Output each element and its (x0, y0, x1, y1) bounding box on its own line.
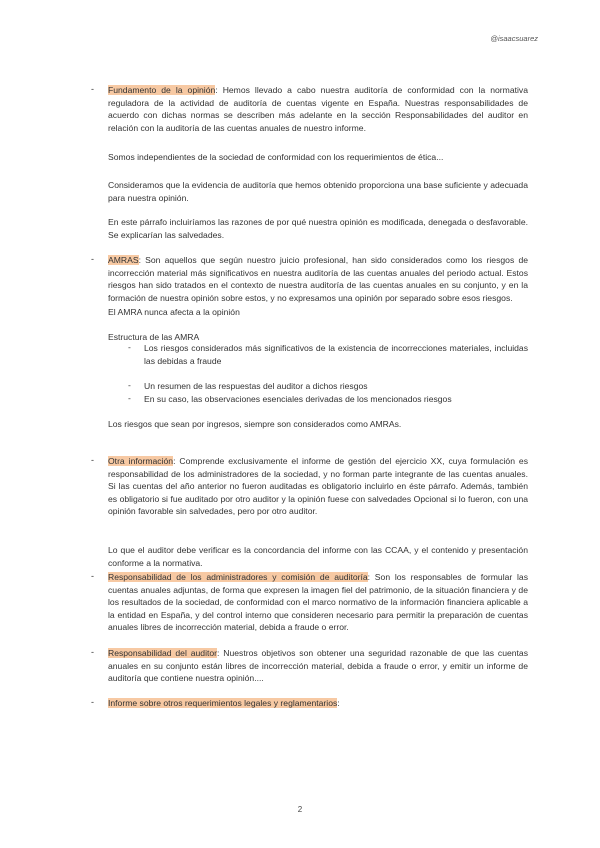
bullet-dash: - (91, 455, 94, 465)
sub-bullet-dash: - (128, 393, 131, 403)
fundamento-p3: Consideramos que la evidencia de auditoría que hemos obtenido proporciona una base suficiente y adecuada para nuestra opinión. (108, 180, 528, 203)
bullet-dash: - (91, 697, 94, 707)
author-handle: @isaacsuarez (490, 34, 538, 43)
auditor-body: : Nuestros objetivos son obtener una seguridad razonable de que las cuentas anuales en su conjunto están libres de incorrección material, debida a fraude o error, y emitir un informe de auditoría que contiene nuestra opinión.... (108, 648, 528, 684)
bullet-dash: - (91, 647, 94, 657)
bullet-dash: - (91, 571, 94, 581)
bullet-dash: - (91, 84, 94, 94)
informe-paragraph (108, 697, 528, 710)
admin-heading: Responsabilidad de los administradores y comisión de auditoría (108, 572, 368, 582)
otra-body: : Comprende exclusivamente el informe de gestión del ejercicio XX, cuya formulación es responsabilidad de los administradores de la sociedad, y no forman parte integrante de las cuentas anuales. Si las cuentas del año anterior no fueron auditadas es obligatorio incluirlo en éste párrafo. Además, también es obligatorio si fue auditado por otro auditor y la opinión fuese con salvedades Opcional si lo fueron, con una opinión favorable sin salvedades, pero por otro auditor. (108, 456, 528, 517)
informe-body: : (337, 698, 340, 708)
fundamento-heading: Fundamento de la opinión (108, 85, 216, 95)
auditor-paragraph (108, 647, 528, 685)
admin-body: : Son los responsables de formular las cuentas anuales adjuntas, de forma que expresen la imagen fiel del patrimonio, de la situación financiera y de los resultados de la sociedad, de conformidad con el marco normativo de la información financiera aplicable a la entidad en España, y del control interno que consideren necesario para permitir la preparación de cuentas anuales libres de incorrección material, debida a fraude o error. (108, 572, 528, 633)
fundamento-p4: En este párrafo incluiríamos las razones de por qué nuestra opinión es modificada, denegada o desfavorable. Se explicarían las salvedades. (108, 217, 528, 240)
sub-bullet-dash: - (128, 380, 131, 390)
otra-heading: Otra información (108, 456, 174, 466)
sub-bullet-dash: - (128, 342, 131, 352)
amras-paragraph (108, 254, 528, 304)
amras-p4: Los riesgos que sean por ingresos, siempre son considerados como AMRAs. (108, 419, 402, 429)
bullet-dash: - (91, 254, 94, 264)
amras-p2: El AMRA nunca afecta a la opinión (108, 307, 240, 317)
auditor-heading: Responsabilidad del auditor (108, 648, 218, 658)
informe-heading: Informe sobre otros requerimientos legales y reglamentarios (108, 698, 338, 708)
amras-body: : Son aquellos que según nuestro juicio profesional, han sido considerados como los riesgos de incorrección material más significativos en nuestra auditoría de las cuentas anuales del periodo actual. Estos riesgos han sido tratados en el contexto de nuestra auditoría de las cuentas anuales en su conjunto, y en la formación de nuestra opinión sobre estos, y no expresamos una opinión por separado sobre esos riesgos. (108, 255, 528, 303)
amras-item: Los riesgos considerados más significativos de la existencia de incorrecciones materiales, incluidas las debidas a fraude (144, 343, 528, 366)
fundamento-paragraph (108, 84, 528, 134)
amras-p3: Estructura de las AMRA (108, 332, 200, 342)
otra-p2: Lo que el auditor debe verificar es la concordancia del informe con las CCAA, y el contenido y presentación conforme a la normativa. (108, 545, 528, 568)
otra-paragraph (108, 455, 528, 518)
amras-item: Un resumen de las respuestas del auditor a dichos riesgos (144, 381, 368, 391)
admin-paragraph (108, 571, 528, 634)
fundamento-body: : Hemos llevado a cabo nuestra auditoría de conformidad con la normativa reguladora de la actividad de auditoría de cuentas vigente en España. Nuestras responsabilidades de acuerdo con dichas normas se describen más adelante en la sección Responsabilidades del auditor en relación con la auditoría de las cuentas anuales de nuestro informe. (108, 85, 528, 133)
page-number: 2 (297, 805, 303, 814)
amras-item: En su caso, las observaciones esenciales derivadas de los mencionados riesgos (144, 394, 452, 404)
amras-heading: AMRAS (108, 255, 139, 265)
fundamento-p2: Somos independientes de la sociedad de conformidad con los requerimientos de ética... (108, 152, 444, 162)
